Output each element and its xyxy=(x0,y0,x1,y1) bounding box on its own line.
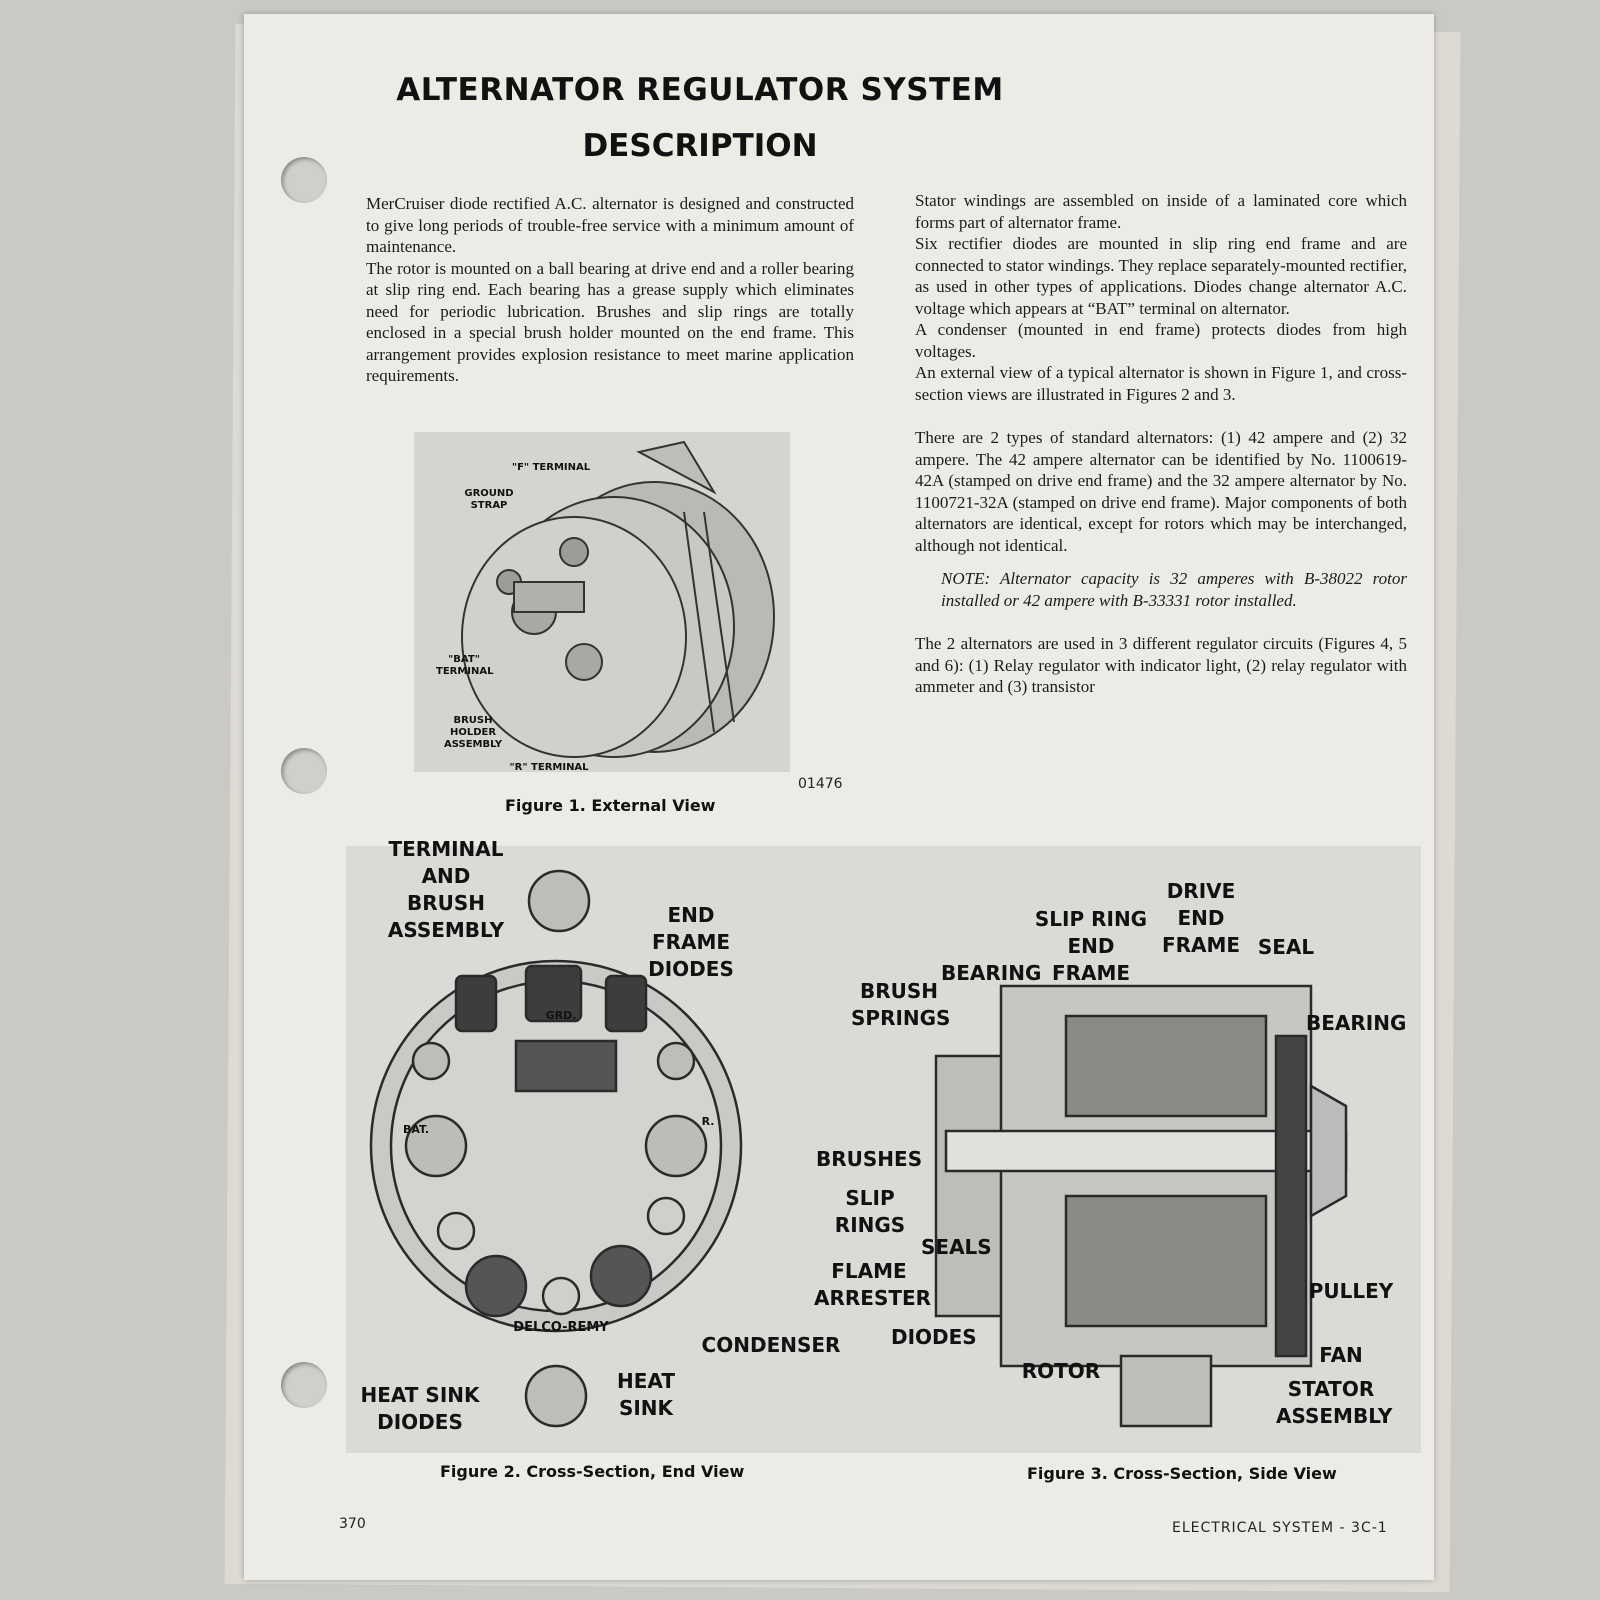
section-heading: DESCRIPTION xyxy=(582,128,818,164)
label-slip-rings: SLIP RINGS xyxy=(834,1186,906,1237)
figures-2-3-panel xyxy=(346,837,1421,1453)
figure-3-caption: Figure 3. Cross-Section, Side View xyxy=(1027,1464,1337,1483)
label-brushes: BRUSHES xyxy=(816,1147,923,1171)
paragraph: The 2 alternators are used in 3 different regulator circuits (Figures 4, 5 and 6): (1) Relay regulator with indicator light, (2) relay regulator with ammeter and (3) transistor xyxy=(915,634,1407,696)
label-f-terminal: "F" TERMINAL xyxy=(511,462,591,473)
paragraph: There are 2 types of standard alternators: (1) 42 ampere and (2) 32 ampere. The 42 ampere alternator can be identified by No. 1100619-42A (stamped on drive end frame) and the 32 ampere alternator by No. 1100721-32A (stamped on drive end frame). Major components of both alternators are identical, except for rotors which may be interchanged, although not identical. xyxy=(915,428,1407,555)
figure-1-number: 01476 xyxy=(798,776,843,792)
label-seals: SEALS xyxy=(921,1235,992,1259)
binder-hole xyxy=(281,748,327,794)
label-r: R. xyxy=(701,1115,715,1128)
paragraph: MerCruiser diode rectified A.C. alternator is designed and constructed to give long periods of trouble-free service with a minimum amount of maintenance. xyxy=(366,194,854,256)
paragraph: Stator windings are assembled on inside of a laminated core which forms part of alternator frame. xyxy=(915,191,1407,232)
label-slip-ring-end-frame: SLIP RING END FRAME xyxy=(1034,907,1148,985)
figure-2-caption: Figure 2. Cross-Section, End View xyxy=(440,1462,745,1481)
left-column-text xyxy=(366,193,854,387)
label-flame-arrester: FLAME ARRESTER xyxy=(814,1259,932,1310)
label-stator-assembly: STATOR ASSEMBLY xyxy=(1276,1377,1393,1428)
label-drive-end-frame: DRIVE END FRAME xyxy=(1161,879,1241,957)
label-bearing-right: BEARING xyxy=(1306,1011,1407,1035)
label-bearing-top: BEARING xyxy=(941,961,1042,985)
label-bat: BAT. xyxy=(402,1123,430,1136)
figure-1-caption: Figure 1. External View xyxy=(505,796,716,815)
label-brush-holder-assembly: BRUSH HOLDER ASSEMBLY xyxy=(444,715,503,750)
paragraph: An external view of a typical alternator is shown in Figure 1, and cross-section views are illustrated in Figures 2 and 3. xyxy=(915,363,1407,404)
paragraph: A condenser (mounted in end frame) protects diodes from high voltages. xyxy=(915,320,1407,361)
label-grd: GRD. xyxy=(545,1009,577,1022)
brand-delco-remy: DELCO-REMY xyxy=(513,1320,609,1335)
label-condenser: CONDENSER xyxy=(701,1333,841,1357)
label-heat-sink: HEAT SINK xyxy=(617,1369,675,1420)
label-pulley: PULLEY xyxy=(1308,1279,1394,1303)
label-diodes: DIODES xyxy=(891,1325,977,1349)
label-r-terminal: "R" TERMINAL xyxy=(509,762,589,773)
page-number: 370 xyxy=(339,1516,366,1532)
label-seal: SEAL xyxy=(1257,935,1315,959)
label-ground-strap: GROUND STRAP xyxy=(464,488,514,511)
binder-hole xyxy=(281,1362,327,1408)
paragraph: The rotor is mounted on a ball bearing at drive end and a roller bearing at slip ring end. Each bearing has a grease supply which eliminates need for periodic lubrication. Brushes and slip rings are totally enclosed in a special brush holder mounted on the end frame. This arrangement provides explosion resistance to meet marine application requirements. xyxy=(366,258,854,385)
label-bat-terminal: "BAT" TERMINAL xyxy=(436,654,494,677)
section-footer: ELECTRICAL SYSTEM - 3C-1 xyxy=(1172,1520,1388,1536)
label-end-frame-diodes: END FRAME DIODES xyxy=(648,903,734,981)
label-fan: FAN xyxy=(1319,1343,1363,1367)
paragraph: Six rectifier diodes are mounted in slip ring end frame and are connected to stator windings. They replace separately-mounted rectifier, as used in other types of applications. Diodes change alternator A.C. voltage which appears at “BAT” terminal on alternator. xyxy=(915,234,1407,318)
page-title: ALTERNATOR REGULATOR SYSTEM xyxy=(396,72,1004,108)
figure-1-image xyxy=(414,432,790,772)
label-terminal-and-brush-assembly: TERMINAL AND BRUSH ASSEMBLY xyxy=(387,837,505,942)
label-rotor: ROTOR xyxy=(1021,1359,1101,1383)
label-heat-sink-diodes: HEAT SINK DIODES xyxy=(360,1383,480,1434)
right-column-text xyxy=(915,190,1407,698)
note: NOTE: Alternator capacity is 32 amperes with B-38022 rotor installed or 42 ampere with B-33331 rotor installed. xyxy=(941,569,1407,610)
label-brush-springs: BRUSH SPRINGS xyxy=(851,979,951,1030)
